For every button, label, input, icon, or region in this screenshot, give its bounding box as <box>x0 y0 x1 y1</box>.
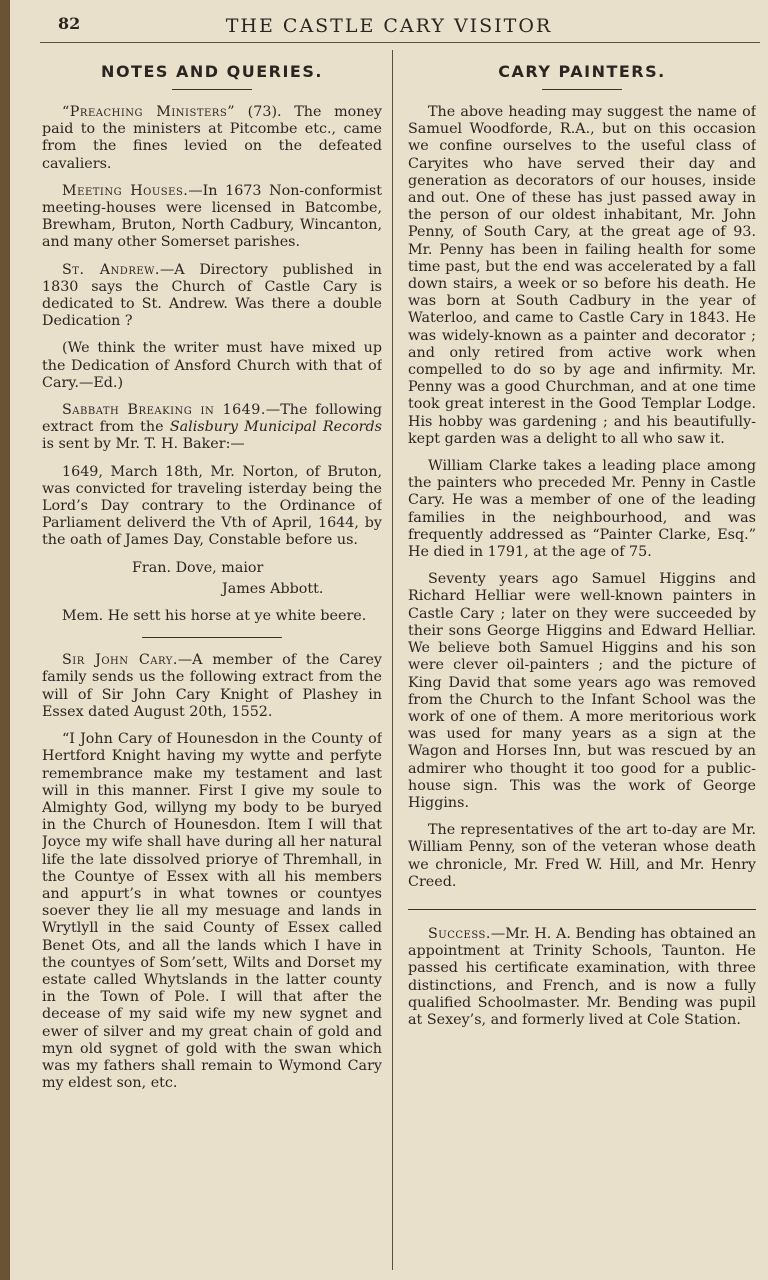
article-paragraph: Seventy years ago Samuel Higgins and Richard Helliar were well-known painters in Castle Cary ; later on they were succeeded by their sons George Higgins and Edward Helliar. We believe both Samuel Higgins and his son were clever oil-painters ; and the picture of King David that some years ago was removed from the Church to the Infant School was the work of one of them. A more meritorious work was used for many years as a sign at the Wagon and Horses Inn, but was rescued by an admirer who thought it too good for a public-house sign. This was the work of George Higgins. <box>408 571 756 811</box>
note-body: —In 1673 Non-conformist meeting-houses were licensed in Batcombe, Brewham, Bruton, North Cadbury, Wincanton, and many other Somerset parishes. <box>42 182 382 251</box>
memorandum: Mem. He sett his horse at ye white beere. <box>62 608 367 625</box>
meeting-houses-note <box>42 183 382 252</box>
note-body: —The following extract from the <box>42 402 382 436</box>
article-paragraph: The representatives of the art to-day are Mr. William Penny, son of the veteran whose death we chronicle, Mr. Fred W. Hill, and Mr. Henry Creed. <box>408 822 756 890</box>
note-body: (73). The money paid to the ministers at Pitcombe etc., came from the fines levied on the defeated cavaliers. <box>42 104 382 172</box>
note-body: is sent by Mr. T. H. Baker:— <box>42 436 245 453</box>
sabbath-breaking-note <box>42 402 382 454</box>
cary-painters-title: CARY PAINTERS. <box>498 62 666 81</box>
note-body: —A member of the Carey family sends us the following extract from the will of Sir John Cary Knight of Plashey in Essex dated August 20th, 1552. <box>42 652 382 720</box>
record-extract: 1649, March 18th, Mr. Norton, of Bruton, was convicted for traveling isterday being the Lord’s Day contrary to the Ordinance of Parliament deliverd the Vth of April, 1644, by the oath of James Day, Constable before us. <box>42 463 382 549</box>
notes-and-queries-title: NOTES AND QUERIES. <box>101 62 323 81</box>
sir-john-cary-note <box>42 652 382 721</box>
preaching-ministers-note <box>42 104 382 173</box>
signature-mayor: Fran. Dove, maior <box>132 559 264 576</box>
editor-reply: (We think the writer must have mixed up the Dedication of Ansford Church with that of Cary.—Ed.) <box>42 340 382 391</box>
title-underline <box>172 89 252 90</box>
note-heading: “Preaching Ministers” <box>62 104 236 120</box>
header-rule <box>40 42 760 43</box>
note-heading: Meeting Houses. <box>62 182 189 199</box>
note-heading: St. Andrew. <box>62 261 160 278</box>
title-underline <box>542 89 622 90</box>
st-andrew-note <box>42 262 382 331</box>
will-extract: “I John Cary of Hounesdon in the County of Hertford Knight having my wytte and perfyte remembrance make my testament and last will in this manner. First I give my soule to Almighty God, willyng my body to be buryed in the Church of Hounesdon. Item I will that Joyce my wife shall have during all her natural life the late dissolved priorye of Thremhall, in the Countye of Essex with all his members and appurt’s in what townes or countyes soever they lie all my mesuage and lands in Wrytlyll in the said County of Essex called Benet Ots, and all the lands which I have in the countyes of Som’sett, Wilts and Dorset my estate called Whytslands in the latter county in the Town of Pole. I will that after the decease of my said wife my new sygnet and ewer of silver and my great chain of gold and myn old sygnet of gold with the swan which was my fathers shall remain to Wymond Cary my eldest son, etc. <box>42 731 382 1092</box>
signature-abbott: James Abbott. <box>222 580 324 597</box>
article-paragraph: William Clarke takes a leading place among the painters who preceded Mr. Penny in Castle Cary. He was a member of one of the leading families in the neighbourhood, and was frequently addressed as “Painter Clarke, Esq.” He died in 1791, at the age of 75. <box>408 458 756 561</box>
success-note <box>408 926 756 1029</box>
section-separator <box>408 909 756 910</box>
magazine-page <box>10 0 768 1280</box>
note-heading: Sabbath Breaking in 1649. <box>62 402 266 419</box>
note-heading: Sir John Cary. <box>62 652 178 669</box>
page-number: 82 <box>58 14 81 33</box>
record-title: Salisbury Municipal Records <box>169 419 382 436</box>
cary-painters-column <box>408 58 756 1278</box>
running-head-title: THE CASTLE CARY VISITOR <box>225 15 553 37</box>
notes-and-queries-column <box>42 58 382 1258</box>
note-body: —Mr. H. A. Bending has obtained an appointment at Trinity Schools, Taunton. He passed his certificate examination, with three distinctions, and French, and is now a fully qualified Schoolmaster. Mr. Bending was pupil at Sexey’s, and formerly lived at Cole Station. <box>408 925 756 1028</box>
column-divider <box>392 50 393 1270</box>
note-body: —A Directory published in 1830 says the Church of Castle Cary is dedicated to St. Andrew. Was there a double Dedication ? <box>42 261 382 330</box>
section-separator <box>142 637 282 638</box>
note-heading: Success. <box>428 925 491 942</box>
article-paragraph: The above heading may suggest the name of Samuel Woodforde, R.A., but on this occasion we confine ourselves to the useful class of Caryites who have served their day and generation as decorators of our houses, inside and out. One of these has just passed away in the person of our oldest inhabitant, Mr. John Penny, of South Cary, at the great age of 93. Mr. Penny has been in failing health for some time past, but the end was accelerated by a fall down stairs, a week or so before his death. He was born at South Cadbury in the year of Waterloo, and came to Castle Cary in 1843. He was widely-known as a painter and decorator ; and only retired from active work when compelled to do so by age and infirmity. Mr. Penny was a good Churchman, and at one time took great interest in the Good Templar Lodge. His hobby was gardening ; and his beautifully-kept garden was a delight to all who saw it. <box>408 104 756 447</box>
